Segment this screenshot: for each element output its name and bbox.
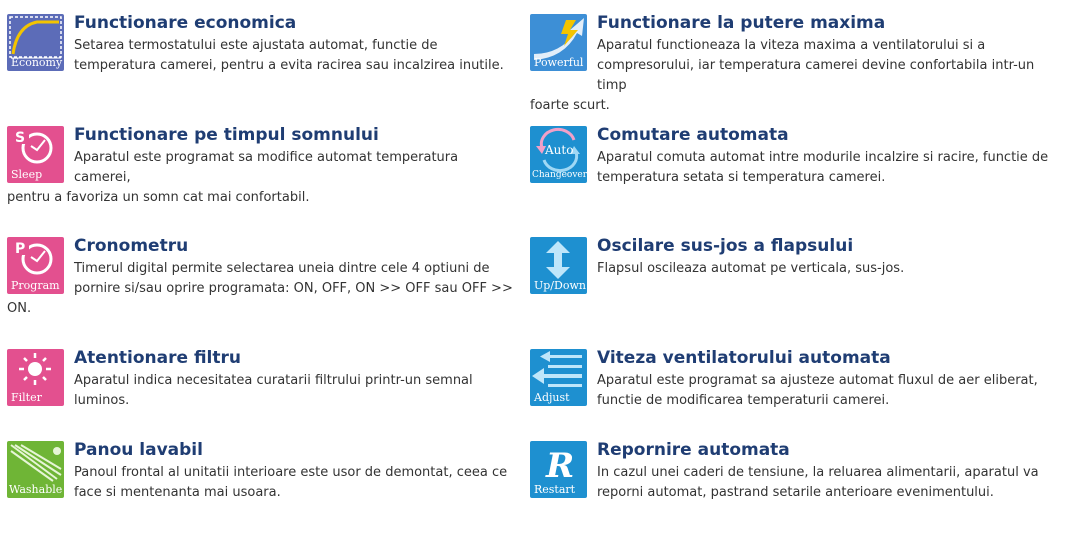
feature-auto-changeover (530, 126, 1066, 226)
feature-description: Aparatul indica necesitatea curatarii filtrului printr-un semnal luminos. (74, 373, 473, 408)
feature-economy (7, 14, 543, 114)
feature-swing-updown (530, 237, 1066, 337)
washable-icon (7, 441, 64, 498)
feature-timer (7, 237, 543, 337)
powerful-icon-label: Powerful (534, 56, 584, 69)
feature-sleep (7, 126, 543, 226)
feature-description: In cazul unei caderi de tensiune, la reluarea alimentarii, aparatul va reporni automat, pastrand setarile anterioare evenimentului. (597, 465, 1039, 500)
feature-description: Aparatul este programat sa modifice automat temperatura camerei, pentru a favoriza un somn cat mai confortabil. (7, 150, 459, 205)
feature-auto-restart (530, 441, 1066, 541)
program-timer-icon (7, 237, 64, 294)
filter-icon-label: Filter (11, 391, 42, 404)
feature-title: Panou lavabil (74, 440, 203, 460)
adjust-icon-label: Adjust (534, 391, 570, 404)
feature-title: Functionare pe timpul somnului (74, 125, 379, 145)
feature-title: Repornire automata (597, 440, 790, 460)
sleep-icon-label: Sleep (11, 168, 43, 181)
feature-fan-auto (530, 349, 1066, 449)
washable-icon-label: Washable (9, 483, 63, 496)
feature-description: Aparatul comuta automat intre modurile incalzire si racire, functie de temperatura setata si temperatura camerei. (597, 150, 1049, 185)
feature-title: Cronometru (74, 236, 189, 256)
feature-description: Setarea termostatului este ajustata automat, functie de temperatura camerei, pentru a evita racirea sau incalzirea inutile. (74, 38, 504, 73)
filter-icon (7, 349, 64, 406)
feature-title: Oscilare sus-jos a flapsului (597, 236, 854, 256)
economy-icon (7, 14, 64, 71)
feature-powerful (530, 14, 1066, 114)
feature-description: Aparatul functioneaza la viteza maxima a ventilatorului si a compresorului, iar temperatura camerei devine confortabila intr-un timp foarte scurt. (530, 38, 1035, 113)
svg-text:R: R (546, 446, 575, 486)
feature-description: Flapsul oscileaza automat pe verticala, sus-jos. (597, 261, 905, 276)
feature-washable-panel (7, 441, 543, 541)
up-down-icon-label: Up/Down (534, 279, 586, 292)
restart-icon (530, 441, 587, 498)
restart-icon-label: Restart (534, 483, 576, 496)
auto-changeover-icon-label: Changeover (532, 170, 587, 180)
powerful-icon (530, 14, 587, 71)
fan-adjust-icon (530, 349, 587, 406)
up-down-icon (530, 237, 587, 294)
auto-changeover-icon (530, 126, 587, 183)
program-icon-label: Program (11, 279, 60, 292)
feature-title: Atentionare filtru (74, 348, 241, 368)
feature-title: Viteza ventilatorului automata (597, 348, 891, 368)
feature-title: Functionare la putere maxima (597, 13, 886, 33)
svg-text:S: S (15, 130, 26, 146)
feature-title: Comutare automata (597, 125, 789, 145)
economy-icon-label: Economy (11, 56, 63, 69)
feature-description: Timerul digital permite selectarea uneia dintre cele 4 optiuni de pornire si/sau oprire programata: ON, OFF, ON >> OFF sau OFF >> ON. (7, 261, 513, 316)
feature-filter-alert (7, 349, 543, 449)
svg-text:Auto: Auto (545, 143, 574, 157)
feature-title: Functionare economica (74, 13, 297, 33)
feature-description: Panoul frontal al unitatii interioare este usor de demontat, ceea ce face si mentenanta mai usoara. (74, 465, 508, 500)
svg-text:P: P (15, 241, 26, 257)
sleep-icon (7, 126, 64, 183)
feature-description: Aparatul este programat sa ajusteze automat fluxul de aer eliberat, functie de modificarea temperaturii camerei. (597, 373, 1038, 408)
